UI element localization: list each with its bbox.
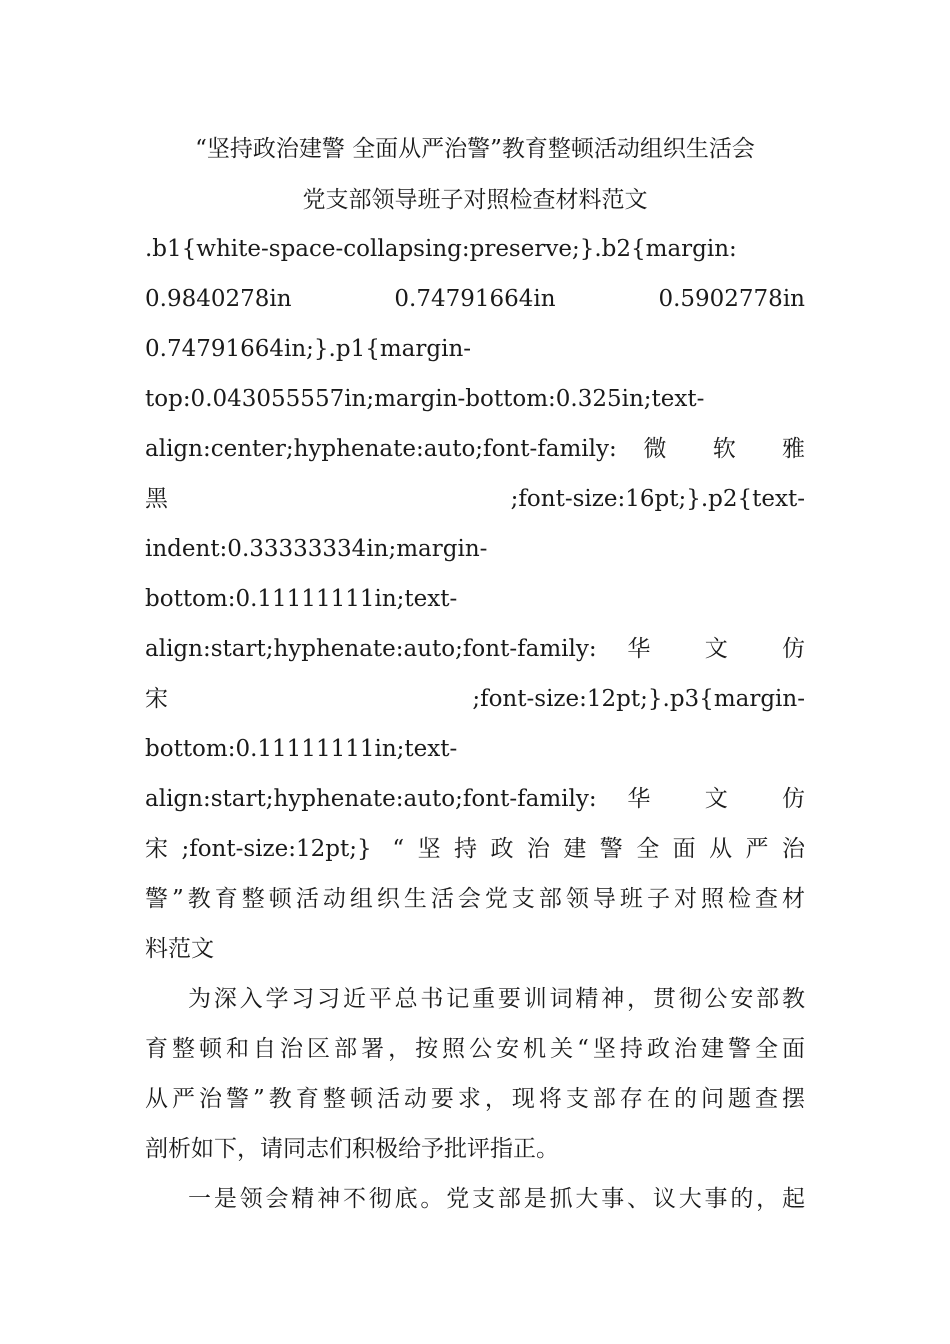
paragraph-line: 从严治警”教育整顿活动要求，现将支部存在的问题查摆	[145, 1086, 805, 1112]
body-line: .b1{white-space-collapsing:preserve;}.b2{margin:	[145, 236, 737, 262]
body-line: bottom:0.11111111in;text-	[145, 586, 458, 612]
body-line: 警”教育整顿活动组织生活会党支部领导班子对照检查材	[145, 886, 805, 912]
body-line: align:start;hyphenate:auto;font-family: 华 文 仿	[145, 786, 805, 812]
body-line: 宋 ;font-size:12pt;}.p3{margin-	[145, 686, 805, 712]
body-line: 宋;font-size:12pt;} “坚持政治建警全面从严治	[145, 836, 805, 862]
body-line: 黑 ;font-size:16pt;}.p2{text-	[145, 486, 805, 512]
body-line: 0.74791664in;}.p1{margin-	[145, 336, 472, 362]
paragraph-line: 育整顿和自治区部署，按照公安机关“坚持政治建警全面	[145, 1036, 805, 1062]
body-line: indent:0.33333334in;margin-	[145, 536, 488, 562]
paragraph-line: 为深入学习习近平总书记重要训词精神，贯彻公安部教	[188, 986, 805, 1012]
paragraph-line: 剖析如下，请同志们积极给予批评指正。	[145, 1136, 559, 1162]
body-line: top:0.043055557in;margin-bottom:0.325in;text-	[145, 386, 705, 412]
body-line: align:start;hyphenate:auto;font-family: 华 文 仿	[145, 636, 805, 662]
body-line: bottom:0.11111111in;text-	[145, 736, 458, 762]
body-line: 料范文	[145, 936, 214, 962]
body-line: align:center;hyphenate:auto;font-family: 微 软 雅	[145, 436, 805, 462]
body-line: 0.9840278in 0.74791664in 0.5902778in	[145, 286, 805, 312]
document-title-line-1: “坚持政治建警 全面从严治警”教育整顿活动组织生活会	[195, 136, 755, 162]
document-title-line-2: 党支部领导班子对照检查材料范文	[302, 187, 648, 213]
paragraph-line: 一是领会精神不彻底。党支部是抓大事、议大事的，起	[188, 1186, 805, 1212]
